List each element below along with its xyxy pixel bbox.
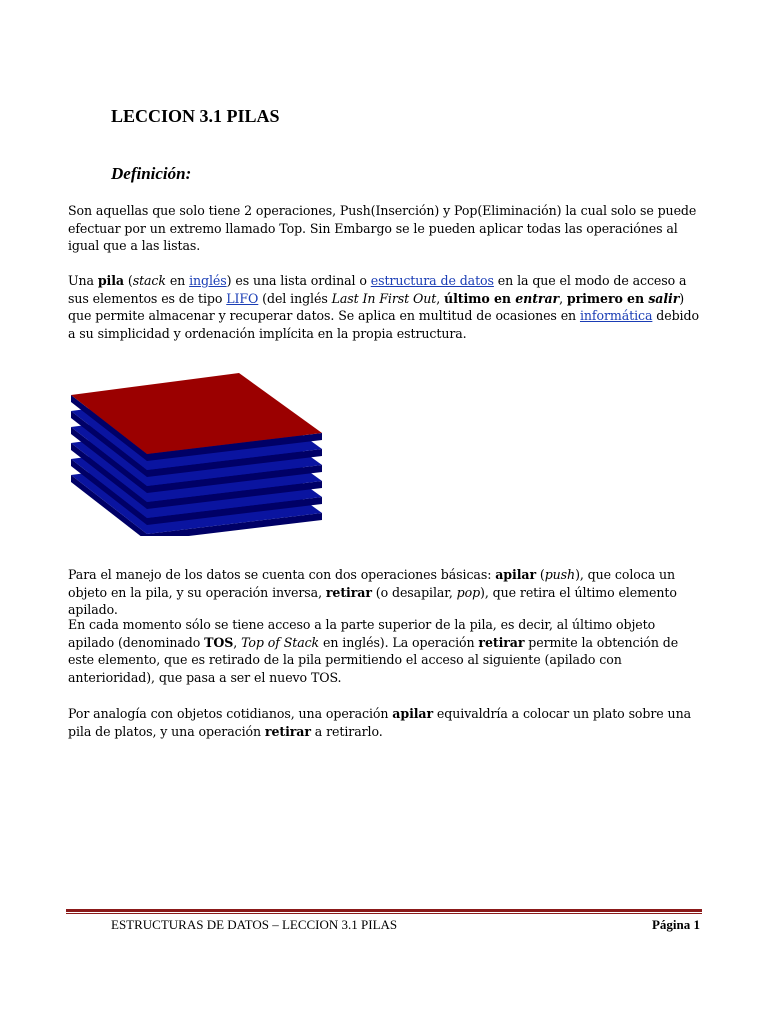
italic-text: push (544, 567, 576, 582)
text: en (165, 273, 190, 288)
bold-text: TOS (204, 634, 234, 650)
text: equivaldría a colocar un plato sobre una pila de platos, y una operación (68, 706, 691, 739)
footer-title: ESTRUCTURAS DE DATOS – LECCION 3.1 PILAS (111, 917, 398, 932)
text: , (233, 634, 242, 650)
text: , (559, 290, 567, 306)
bold-text: retirar (325, 584, 372, 600)
paragraph-pila (68, 272, 704, 342)
text: ) que permite almacenar y recuperar datos. Se aplica en multitud de ocasiones en (68, 290, 685, 324)
bold-text: retirar (478, 634, 525, 650)
text: en inglés). La operación (319, 634, 479, 650)
italic-text: pop (456, 584, 481, 600)
text: ), que retira el último elemento apilado. (68, 584, 677, 618)
text: ( (535, 567, 545, 582)
footer-rule-thin (66, 913, 702, 914)
bold-text: pila (97, 273, 124, 288)
text: Para el manejo de los datos se cuenta con dos operaciones básicas: (68, 567, 496, 582)
bold-text: apilar (495, 567, 536, 582)
bold-text: retirar (264, 723, 311, 739)
text: debido a su simplicidad y ordenación implícita en la propia estructura. (68, 308, 699, 341)
text: Por analogía con objetos cotidianos, una operación (68, 706, 393, 721)
paragraph-operations (68, 566, 704, 619)
footer-rule (66, 909, 702, 912)
text: (del inglés (258, 290, 332, 306)
bold-text: apilar (392, 706, 434, 721)
italic-text: Last In First Out (331, 290, 437, 306)
page-number: Página 1 (651, 917, 700, 932)
bold-italic-text: entrar (515, 290, 560, 306)
paragraph-definition: Son aquellas que solo tiene 2 operaciones, Push(Inserción) y Pop(Eliminación) la cual solo se puede efectuar por un extremo llamado Top. Sin Embargo se le pueden aplicar todas las operaciónes al igual que a las listas. (68, 203, 697, 254)
paragraph-analogy (68, 705, 704, 740)
text: En cada momento sólo se tiene acceso a la parte superior de la pila, es decir, al último objeto apilado (denominado (68, 617, 656, 650)
italic-text: stack (132, 273, 166, 288)
text: (o desapilar, (371, 584, 457, 600)
text: en la que el modo de acceso a sus elementos es de tipo (68, 273, 687, 306)
text: Una (68, 273, 98, 288)
bold-text: último en (444, 290, 516, 306)
text: , (436, 290, 445, 306)
paragraph-tos (68, 616, 704, 686)
page-title: LECCION 3.1 PILAS (111, 106, 280, 126)
text: permite la obtención de este elemento, que es retirado de la pila permitiendo el acceso al siguiente (apilado con anterioridad), que pasa a ser el nuevo TOS. (68, 634, 679, 685)
bold-text: primero en (566, 290, 649, 306)
text: a retirarlo. (310, 723, 383, 739)
link-estructura-de-datos[interactable]: estructura de datos (370, 273, 494, 288)
text: ), que coloca un objeto en la pila, y su operación inversa, (68, 567, 676, 600)
section-heading: Definición: (111, 164, 192, 183)
stack-illustration (64, 366, 328, 536)
text: ) es una lista ordinal o (226, 273, 371, 288)
bold-italic-text: salir (648, 290, 680, 306)
link-lifo[interactable]: LIFO (226, 290, 259, 306)
link-informatica[interactable]: informática (579, 308, 653, 324)
italic-text: Top of Stack (241, 634, 320, 650)
link-ingles[interactable]: inglés (189, 273, 227, 288)
text: ( (123, 273, 133, 288)
